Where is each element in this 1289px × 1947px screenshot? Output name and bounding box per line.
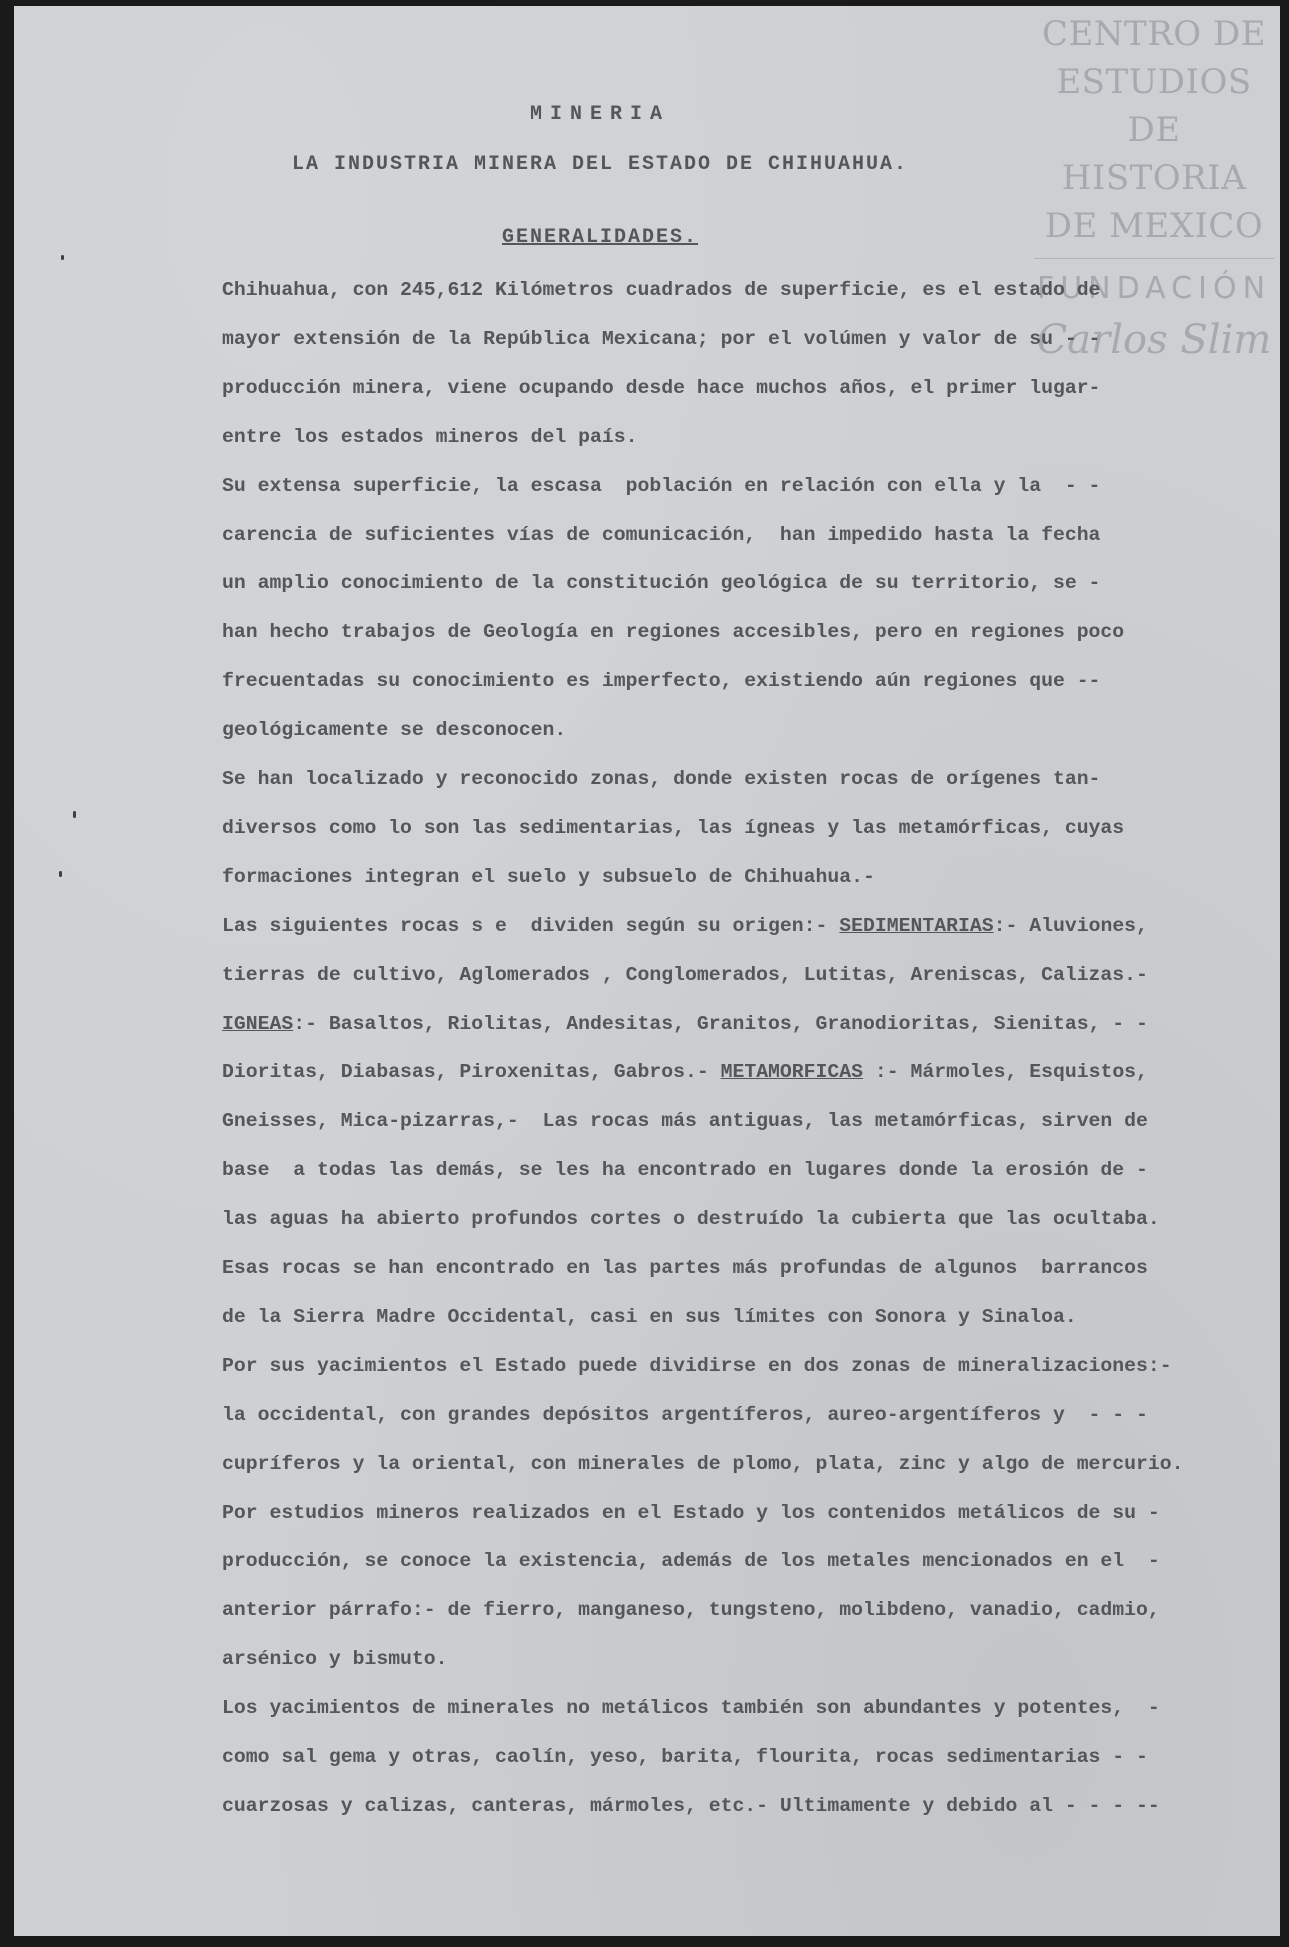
- text-segment: :- Mármoles, Esquistos,: [863, 1061, 1148, 1084]
- archive-watermark: [1034, 10, 1274, 365]
- document-title: MINERIA: [529, 103, 670, 126]
- text-line: [222, 1549, 1160, 1573]
- text-line: [222, 914, 1148, 938]
- text-line: [222, 1501, 1160, 1525]
- document-subtitle: LA INDUSTRIA MINERA DEL ESTADO DE CHIHUAHUA.: [291, 153, 909, 176]
- text-line: [222, 278, 1100, 302]
- text-segment: tierras de cultivo, Aglomerados , Conglomerados, Lutitas, Areniscas, Calizas.-: [222, 963, 1148, 986]
- text-line: [222, 767, 1100, 791]
- watermark-divider: [1034, 258, 1274, 259]
- text-line: [222, 816, 1124, 840]
- text-segment: geológicamente se desconocen.: [222, 719, 567, 742]
- text-segment: producción minera, viene ocupando desde hace muchos años, el primer lugar-: [222, 376, 1101, 399]
- text-line: [222, 1403, 1148, 1427]
- document-page: [14, 6, 1280, 1936]
- watermark-line: DE MEXICO: [1044, 206, 1264, 246]
- text-segment: la occidental, con grandes depósitos argentíferos, aureo-argentíferos y - - -: [222, 1403, 1148, 1426]
- text-segment: Se han localizado y reconocido zonas, donde existen rocas de orígenes tan-: [222, 768, 1101, 790]
- text-line: [222, 523, 1100, 547]
- text-segment: Por estudios mineros realizados en el Estado y los contenidos metálicos de su -: [222, 1501, 1160, 1524]
- watermark-line: ESTUDIOS: [1056, 62, 1252, 102]
- text-segment: han hecho trabajos de Geología en regiones accesibles, pero en regiones poco: [222, 621, 1125, 644]
- text-line: [222, 865, 875, 889]
- text-line: [222, 1794, 1160, 1818]
- text-segment: Chihuahua, con 245,612 Kilómetros cuadrados de superficie, es el estado de: [222, 279, 1101, 301]
- text-line: [222, 1012, 1148, 1036]
- text-segment: :- Aluviones,: [993, 914, 1148, 937]
- text-segment: Las siguientes rocas s e dividen según su origen:-: [222, 914, 840, 937]
- text-line: [222, 1696, 1160, 1720]
- text-segment: Los yacimientos de minerales no metálicos también son abundantes y potentes, -: [222, 1697, 1160, 1720]
- text-segment: entre los estados mineros del país.: [222, 425, 638, 448]
- text-line: [222, 1109, 1148, 1133]
- text-line: [222, 669, 1100, 693]
- text-segment: carencia de suficientes vías de comunicación, han impedido hasta la fecha: [222, 523, 1101, 546]
- paper-speck: [73, 811, 76, 818]
- text-line: [222, 425, 637, 449]
- text-segment: Su extensa superficie, la escasa población en relación con ella y la - -: [222, 474, 1101, 497]
- text-line: [222, 1305, 1077, 1329]
- watermark-line: CENTRO DE: [1041, 14, 1267, 54]
- text-segment: las aguas ha abierto profundos cortes o destruído la cubierta que las ocultaba.: [222, 1208, 1160, 1231]
- text-segment: un amplio conocimiento de la constitución geológica de su territorio, se -: [222, 572, 1101, 595]
- text-line: [222, 1745, 1148, 1769]
- text-segment: cupríferos y la oriental, con minerales de plomo, plata, zinc y algo de mercurio.: [222, 1452, 1184, 1475]
- underlined-term: IGNEAS: [222, 1012, 294, 1035]
- text-line: [222, 1207, 1160, 1231]
- watermark-line: DE HISTORIA: [1061, 110, 1247, 198]
- text-line: [222, 1452, 1184, 1476]
- text-segment: base a todas las demás, se les ha encontrado en lugares donde la erosión de -: [222, 1159, 1148, 1182]
- text-line: [222, 1354, 1172, 1378]
- text-segment: Por sus yacimientos el Estado puede dividirse en dos zonas de mineralizaciones:-: [222, 1354, 1172, 1377]
- text-segment: anterior párrafo:- de fierro, manganeso, tungsteno, molibdeno, vanadio, cadmio,: [222, 1599, 1160, 1622]
- text-segment: formaciones integran el suelo y subsuelo de Chihuahua.-: [222, 865, 875, 888]
- text-line: [222, 571, 1100, 595]
- watermark-signature: Carlos Slim: [1036, 317, 1272, 363]
- text-segment: producción, se conoce la existencia, además de los metales mencionados en el -: [222, 1550, 1160, 1573]
- text-line: [222, 1158, 1148, 1182]
- text-segment: diversos como lo son las sedimentarias, las ígneas y las metamórficas, cuyas: [222, 816, 1125, 839]
- text-segment: cuarzosas y calizas, canteras, mármoles, etc.- Ultimamente y debido al - - - --: [222, 1794, 1160, 1817]
- text-line: [222, 1256, 1148, 1280]
- text-line: [222, 963, 1148, 987]
- text-segment: :- Basaltos, Riolitas, Andesitas, Granitos, Granodioritas, Sienitas, - -: [293, 1012, 1148, 1035]
- underlined-term: SEDIMENTARIAS: [839, 914, 994, 937]
- text-segment: frecuentadas su conocimiento es imperfecto, existiendo aún regiones que --: [222, 670, 1101, 693]
- text-line: [222, 1598, 1160, 1622]
- text-line: [222, 327, 1100, 351]
- text-segment: de la Sierra Madre Occidental, casi en sus límites con Sonora y Sinaloa.: [222, 1305, 1077, 1328]
- text-line: [222, 376, 1100, 400]
- text-line: [222, 474, 1100, 498]
- section-heading: GENERALIDADES.: [501, 226, 699, 249]
- paper-speck: [59, 871, 62, 877]
- text-segment: como sal gema y otras, caolín, yeso, barita, flourita, rocas sedimentarias - -: [222, 1746, 1148, 1768]
- text-segment: arsénico y bismuto.: [222, 1648, 448, 1671]
- text-segment: Esas rocas se han encontrado en las partes más profundas de algunos barrancos: [222, 1257, 1148, 1279]
- text-segment: Dioritas, Diabasas, Piroxenitas, Gabros.-: [222, 1061, 721, 1084]
- paper-speck: [61, 255, 64, 260]
- text-line: [222, 1647, 448, 1671]
- text-line: [222, 1060, 1148, 1084]
- text-line: [222, 718, 566, 742]
- watermark-foundation: FUNDACIÓN: [1036, 271, 1272, 306]
- text-line: [222, 620, 1124, 644]
- text-segment: mayor extensión de la República Mexicana; por el volúmen y valor de su - -: [222, 327, 1101, 350]
- text-segment: Gneisses, Mica-pizarras,- Las rocas más antiguas, las metamórficas, sirven de: [222, 1110, 1148, 1133]
- underlined-term: METAMORFICAS: [720, 1061, 864, 1084]
